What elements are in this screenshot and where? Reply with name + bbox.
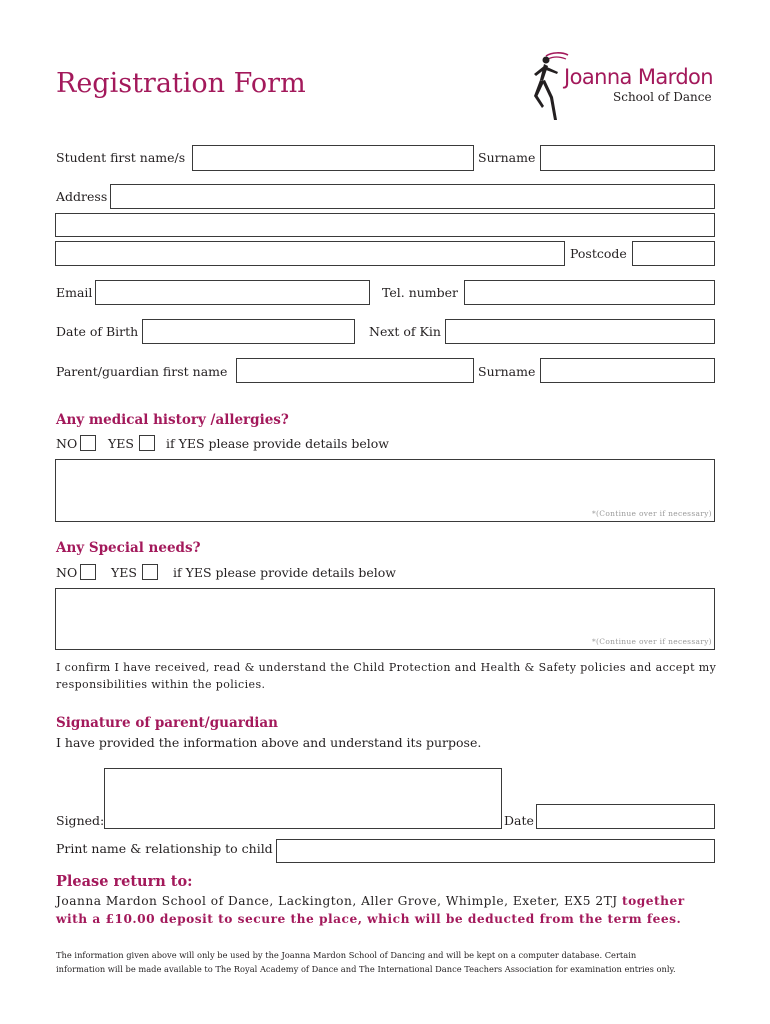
email-field[interactable] [95,280,370,305]
special-yes-label: YES [111,565,137,580]
medical-continue-note: *(Continue over if necessary) [592,509,712,518]
signature-heading: Signature of parent/guardian [56,715,278,731]
postcode-label: Postcode [570,246,627,261]
date-field[interactable] [536,804,715,829]
dob-field[interactable] [142,319,355,344]
special-no-label: NO [56,565,78,580]
address-field-line-3[interactable] [55,241,565,266]
medical-no-label: NO [56,436,78,451]
next-of-kin-label: Next of Kin [369,324,441,339]
address-field-line-2[interactable] [55,213,715,237]
signature-statement: I have provided the information above and understand its purpose. [56,735,482,750]
medical-instruction: if YES please provide details below [166,436,389,451]
special-continue-note: *(Continue over if necessary) [592,637,712,646]
medical-yes-checkbox[interactable] [139,435,155,451]
parent-surname-field[interactable] [540,358,715,383]
parent-surname-label: Surname [478,364,536,379]
student-first-name-label: Student first name/s [56,150,186,165]
date-label: Date [504,813,534,828]
print-name-label: Print name & relationship to child [56,841,273,856]
next-of-kin-field[interactable] [445,319,715,344]
print-name-field[interactable] [276,839,715,863]
parent-first-name-field[interactable] [236,358,474,383]
return-heading: Please return to: [56,873,193,890]
medical-no-checkbox[interactable] [80,435,96,451]
special-needs-heading: Any Special needs? [56,540,201,556]
address-label: Address [56,189,108,204]
deposit-text: with a £10.00 deposit to secure the place, which will be deducted from the term fees. [56,912,682,926]
tel-label: Tel. number [382,285,459,300]
address-field-line-1[interactable] [110,184,715,209]
surname-field[interactable] [540,145,715,171]
postcode-field[interactable] [632,241,715,266]
student-first-name-field[interactable] [192,145,474,171]
deposit-text-start: together [622,894,685,908]
footer-line-2: information will be made available to The Royal Academy of Dance and The International Dance Teachers Association for examination entries only. [56,964,676,974]
parent-first-name-label: Parent/guardian first name [56,364,228,379]
confirm-line-1: I confirm I have received, read & understand the Child Protection and Health & Safety policies and accept my [56,661,717,674]
special-yes-checkbox[interactable] [142,564,158,580]
logo-name: Joanna Mardon [564,65,714,89]
signature-field[interactable] [104,768,502,829]
special-instruction: if YES please provide details below [173,565,396,580]
return-address-line [56,892,685,910]
logo-subtitle: School of Dance [613,90,712,104]
page-title: Registration Form [56,68,306,99]
medical-heading: Any medical history /allergies? [56,412,289,428]
dob-label: Date of Birth [56,324,139,339]
footer-line-1: The information given above will only be used by the Joanna Mardon School of Dancing and will be kept on a computer database. Certain [56,950,637,960]
confirm-line-2: responsibilities within the policies. [56,678,266,691]
medical-yes-label: YES [108,436,134,451]
special-no-checkbox[interactable] [80,564,96,580]
signed-label: Signed: [56,813,105,828]
return-address: Joanna Mardon School of Dance, Lackington, Aller Grove, Whimple, Exeter, EX5 2TJ [56,894,618,908]
email-label: Email [56,285,93,300]
tel-field[interactable] [464,280,715,305]
surname-label: Surname [478,150,536,165]
